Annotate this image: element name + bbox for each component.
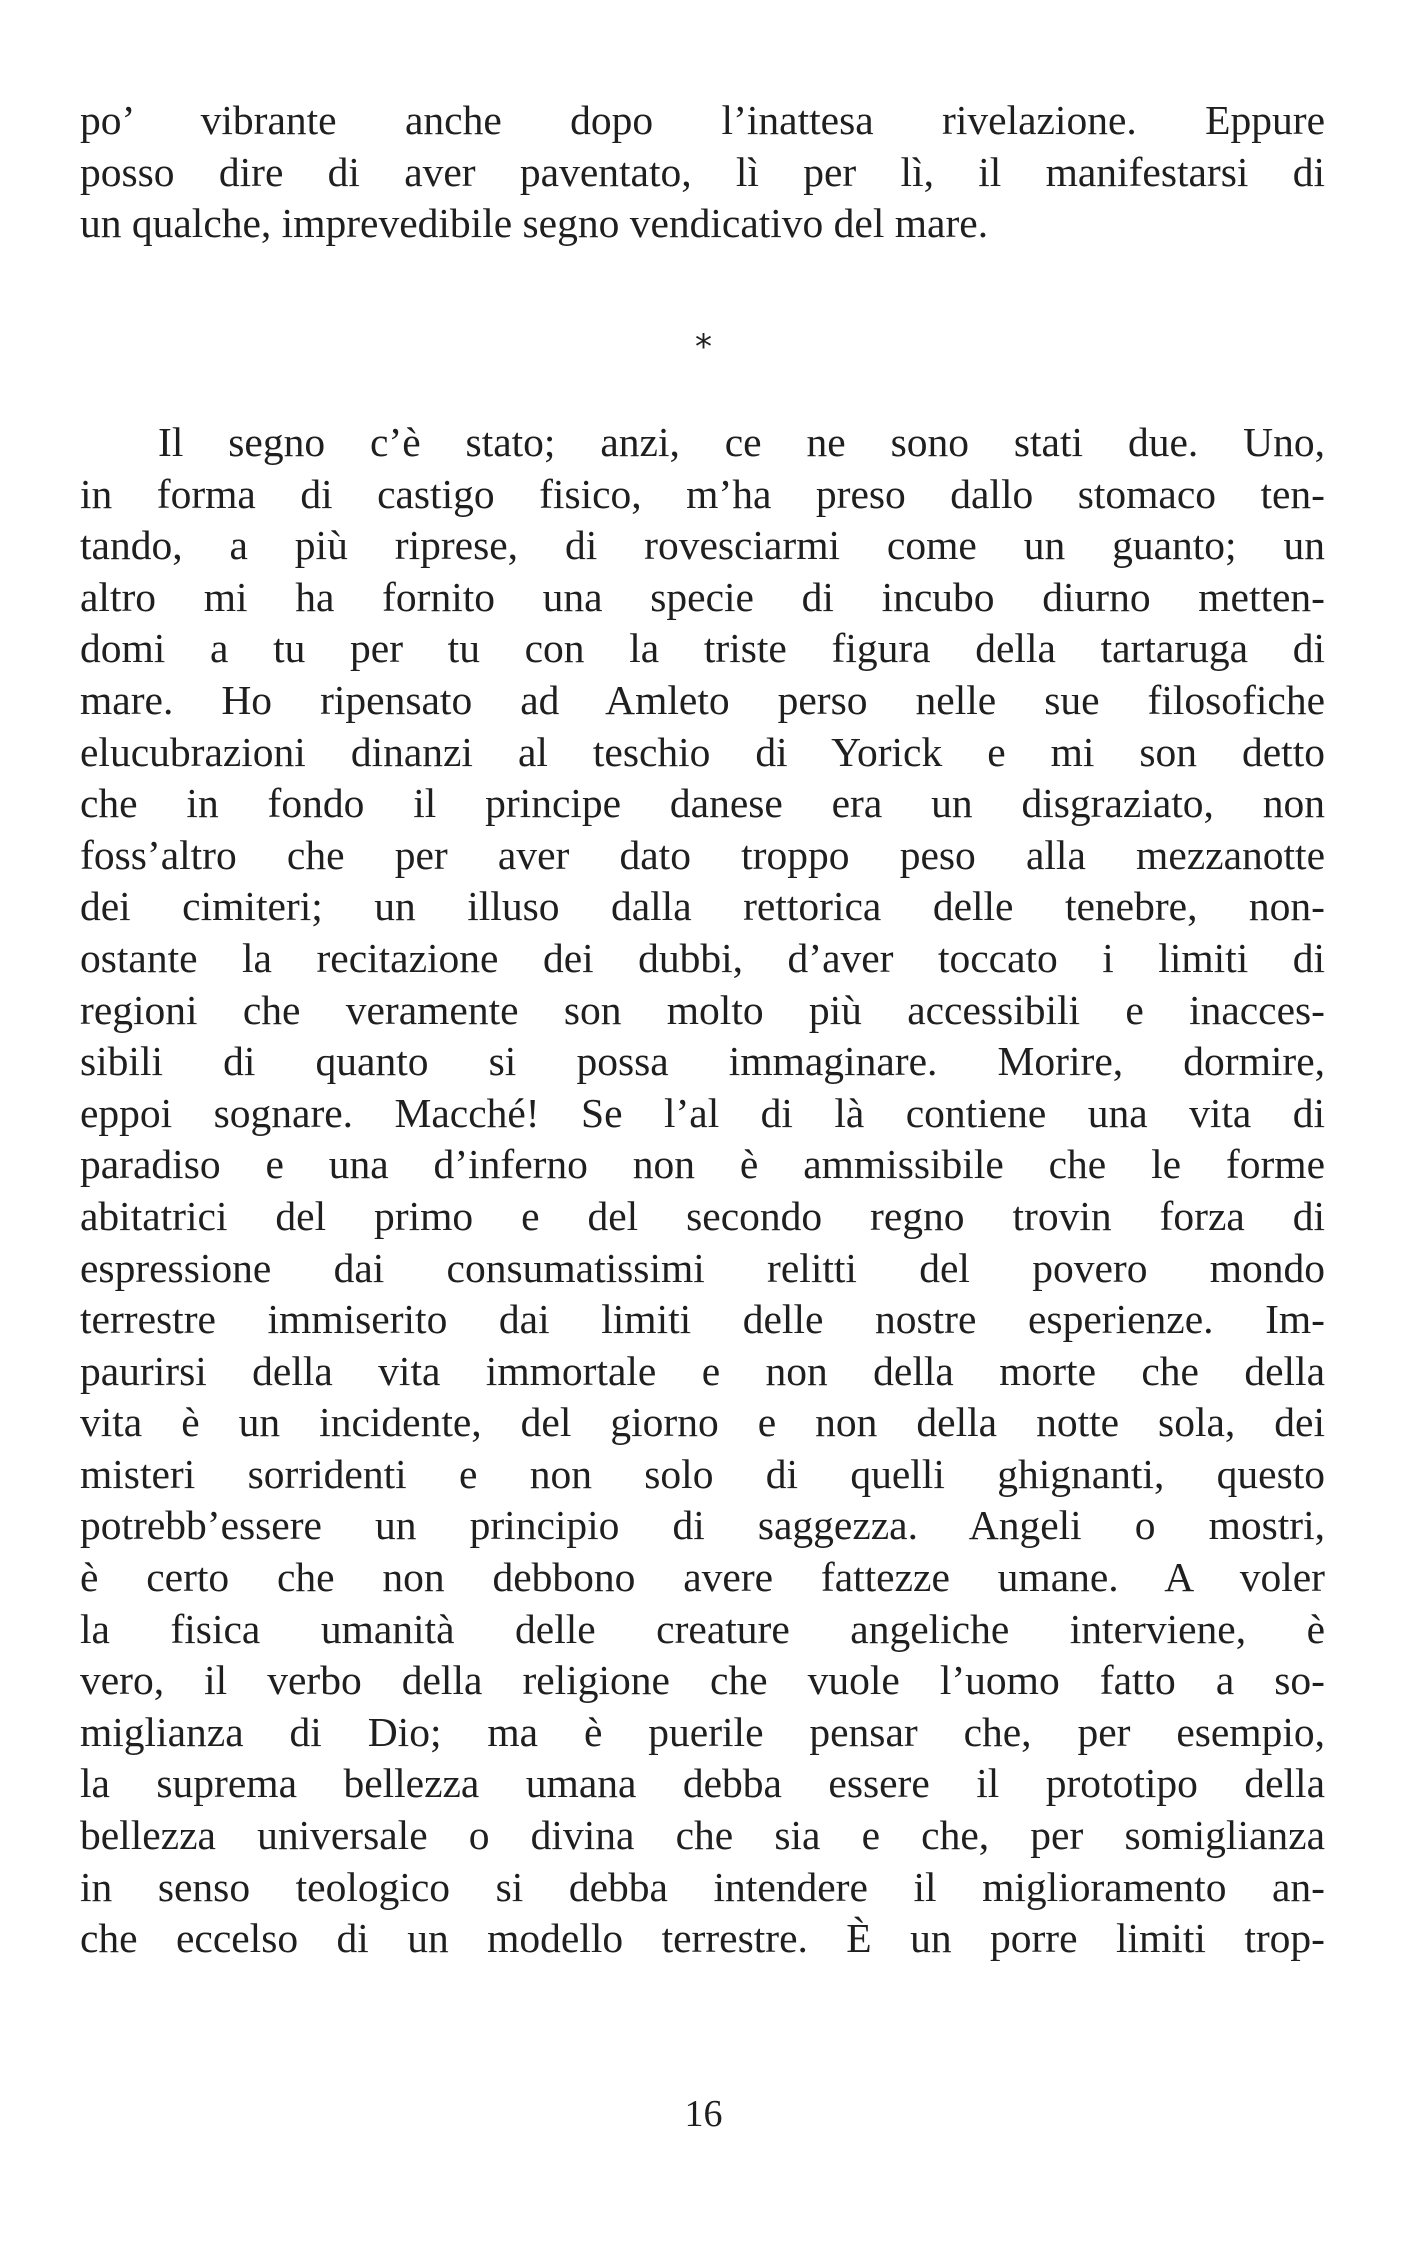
text-line: in forma di castigo fisico, m’ha preso dallo stomaco ten- (80, 470, 1325, 517)
text-line: abitatrici del primo e del secondo regno trovin forza di (80, 1192, 1325, 1239)
paragraph-main (80, 417, 1325, 1965)
text-line: vita è un incidente, del giorno e non della notte sola, dei (80, 1399, 1325, 1446)
text-line: posso dire di aver paventato, lì per lì, il manifestarsi di (80, 148, 1325, 195)
text-line: vero, il verbo della religione che vuole l’uomo fatto a so- (80, 1657, 1325, 1704)
text-line: espressione dai consumatissimi relitti del povero mondo (80, 1244, 1325, 1291)
text-line: terrestre immiserito dai limiti delle nostre esperienze. Im- (80, 1296, 1325, 1343)
text-line: in senso teologico si debba intendere il miglioramento an- (80, 1863, 1325, 1910)
text-line: domi a tu per tu con la triste figura della tartaruga di (80, 625, 1325, 672)
text-line: paradiso e una d’inferno non è ammissibile che le forme (80, 1141, 1325, 1188)
text-line: un qualche, imprevedibile segno vendicativo del mare. (80, 200, 989, 247)
text-line: elucubrazioni dinanzi al teschio di Yorick e mi son detto (80, 728, 1325, 775)
section-separator: * (695, 327, 712, 367)
page-number: 16 (684, 2093, 723, 2135)
text-line: bellezza universale o divina che sia e che, per somiglianza (80, 1812, 1325, 1859)
text-line: la suprema bellezza umana debba essere il prototipo della (80, 1760, 1325, 1807)
paragraph-continuation (80, 95, 1325, 250)
text-line: paurirsi della vita immortale e non della morte che della (80, 1347, 1325, 1394)
text-line: mare. Ho ripensato ad Amleto perso nelle sue filosofiche (80, 676, 1325, 723)
text-line: sibili di quanto si possa immaginare. Morire, dormire, (80, 1038, 1325, 1085)
text-line: altro mi ha fornito una specie di incubo diurno metten- (80, 573, 1325, 620)
text-line: eppoi sognare. Macché! Se l’al di là contiene una vita di (80, 1089, 1325, 1136)
text-line: misteri sorridenti e non solo di quelli ghignanti, questo (80, 1450, 1325, 1497)
text-line: po’ vibrante anche dopo l’inattesa rivelazione. Eppure (80, 97, 1325, 143)
text-line: foss’altro che per aver dato troppo peso alla mezzanotte (80, 831, 1325, 878)
text-line: potrebb’essere un principio di saggezza. Angeli o mostri, (80, 1502, 1325, 1549)
text-line: dei cimiteri; un illuso dalla rettorica delle tenebre, non- (80, 883, 1325, 930)
text-line: tando, a più riprese, di rovesciarmi come un guanto; un (80, 522, 1325, 569)
text-line: Il segno c’è stato; anzi, ce ne sono stati due. Uno, (158, 419, 1325, 465)
text-line: che in fondo il principe danese era un disgraziato, non (80, 780, 1325, 827)
text-line: è certo che non debbono avere fattezze umane. A voler (80, 1554, 1325, 1601)
text-line: che eccelso di un modello terrestre. È un porre limiti trop- (80, 1915, 1325, 1962)
text-line: regioni che veramente son molto più accessibili e inacces- (80, 986, 1325, 1033)
text-line: miglianza di Dio; ma è puerile pensar che, per esempio, (80, 1708, 1325, 1755)
text-line: ostante la recitazione dei dubbi, d’aver toccato i limiti di (80, 934, 1325, 981)
text-line: la fisica umanità delle creature angeliche interviene, è (80, 1605, 1325, 1652)
